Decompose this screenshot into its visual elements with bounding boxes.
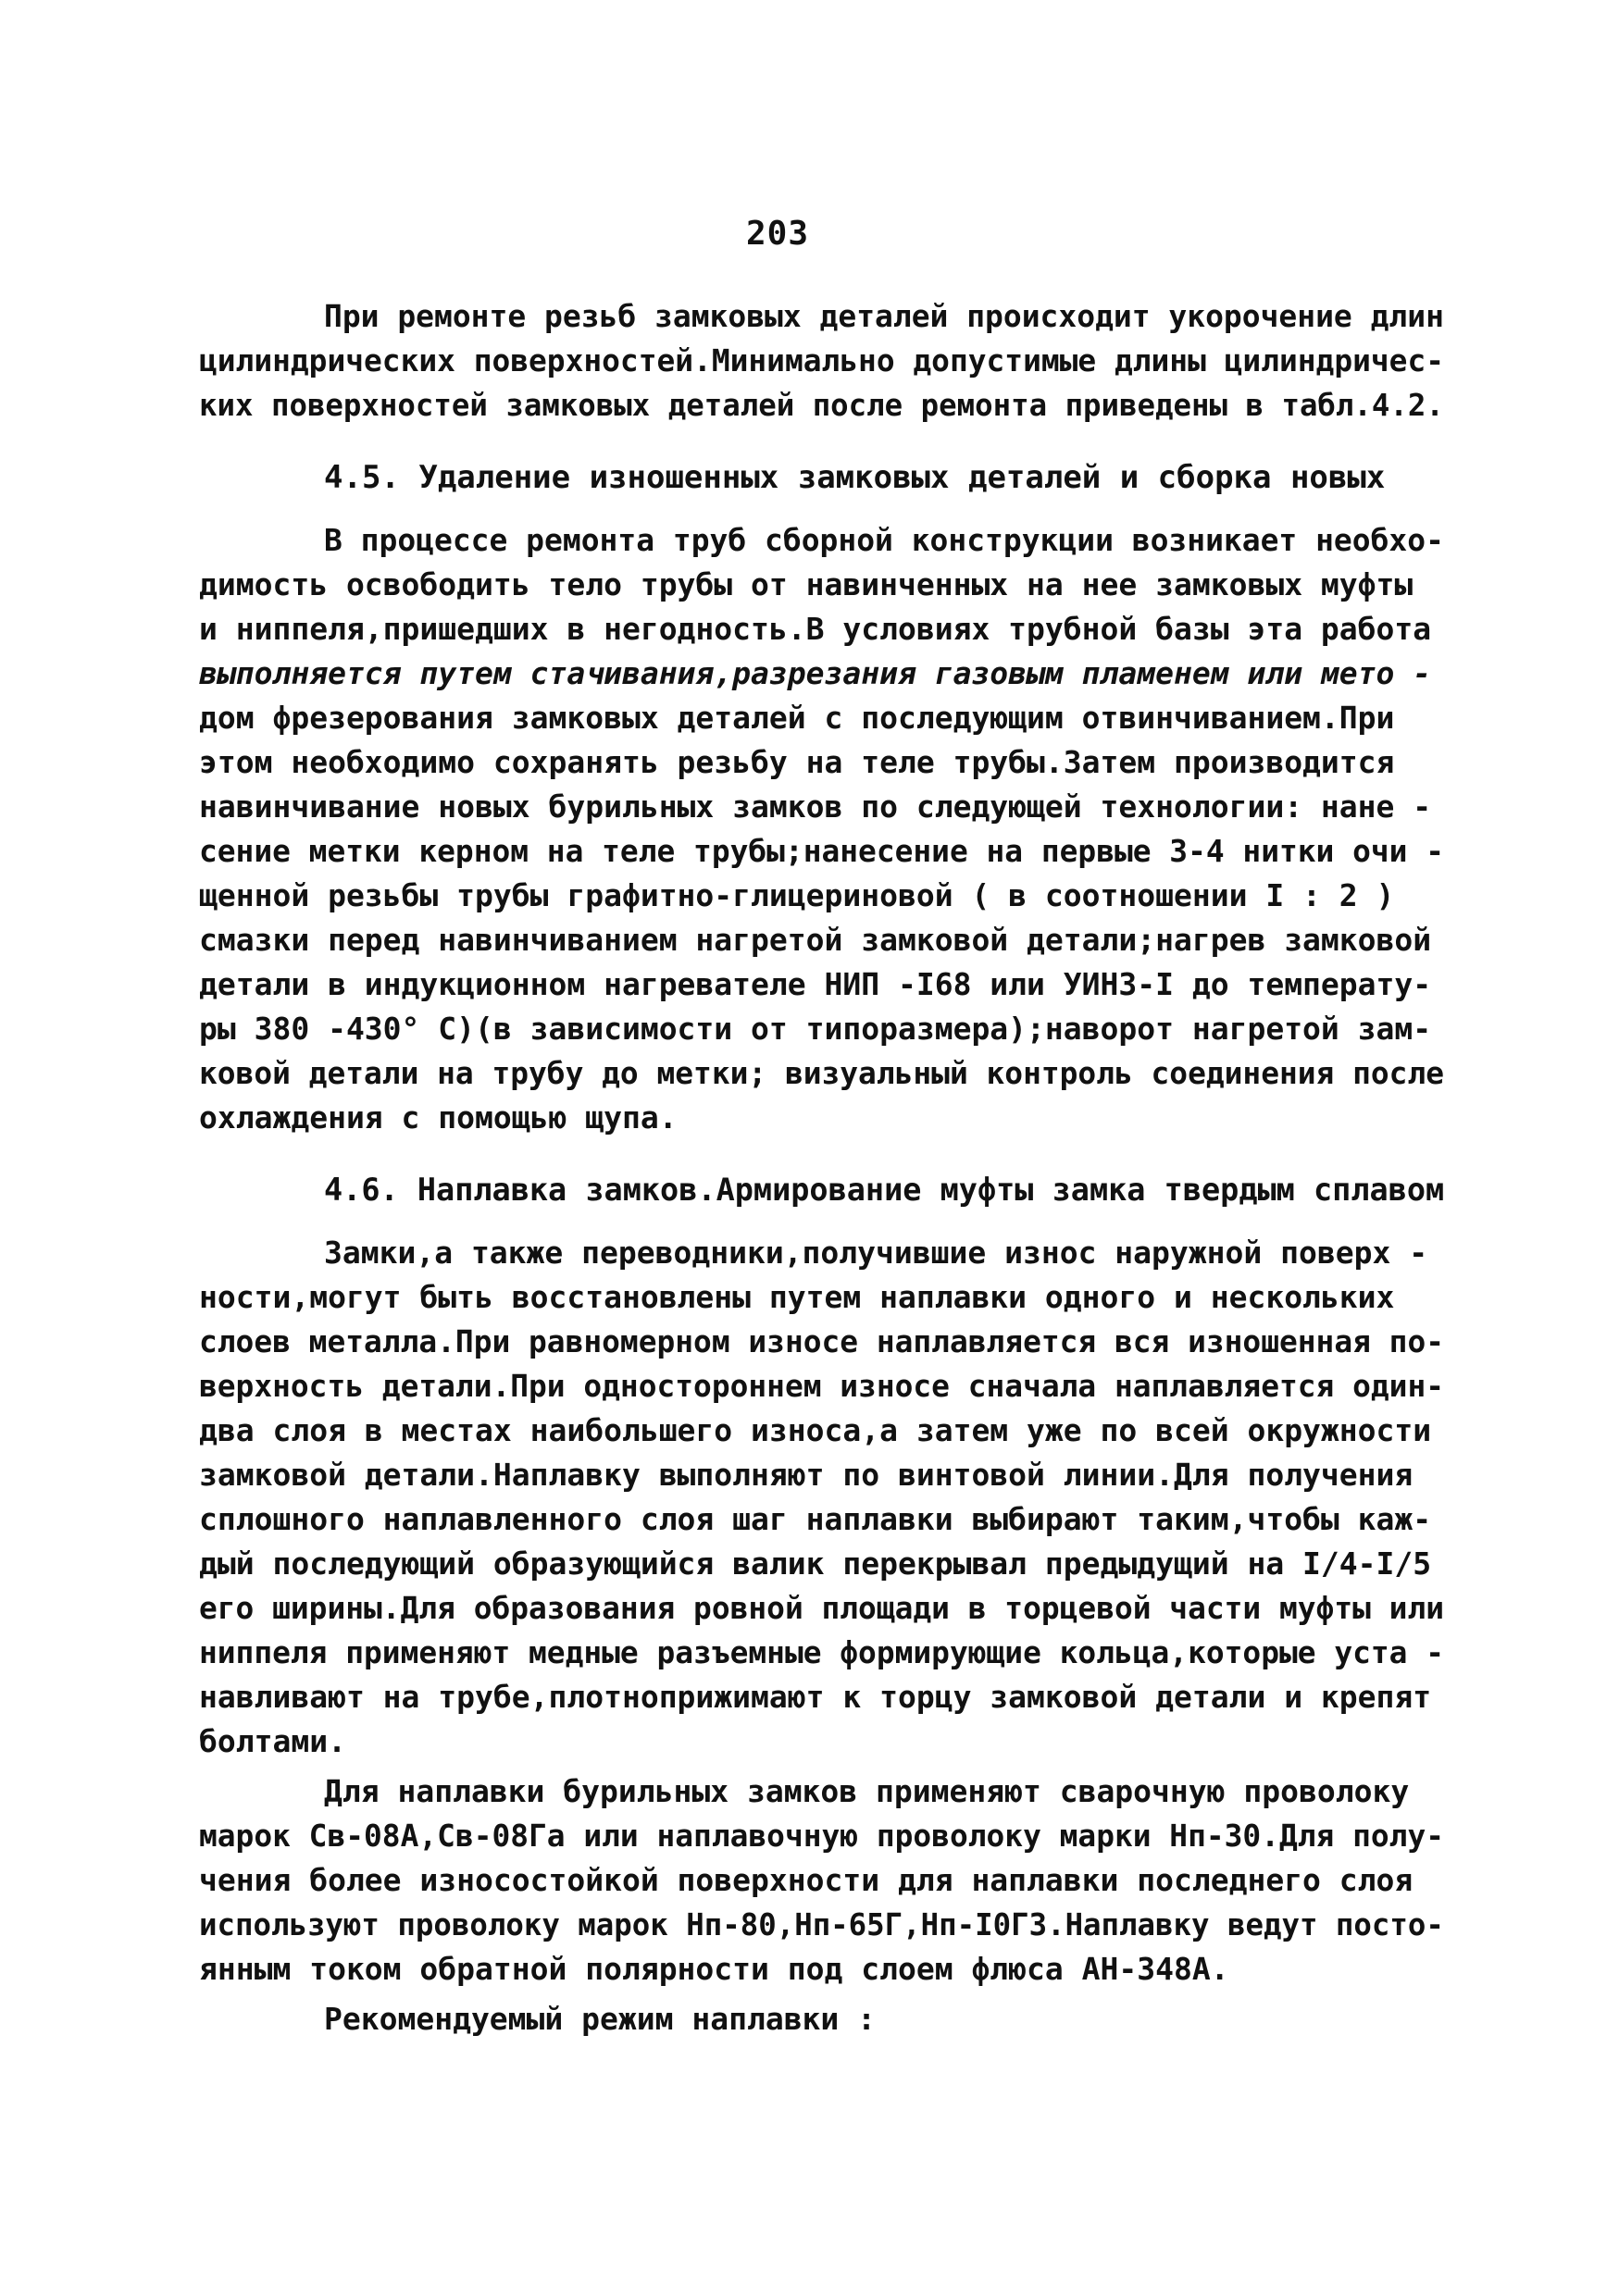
paragraph-line: детали в индукционном нагревателе НИП -I68 или УИНЗ-I до температу- [199,966,1432,1002]
paragraph-line: слоев металла.При равномерном износе наплавляется вся изношенная по- [199,1323,1445,1359]
paragraph-line: болтами. [199,1723,346,1759]
paragraph-line: При ремонте резьб замковых деталей происходит укорочение длин [324,298,1444,334]
section-heading-4-5: 4.5. Удаление изношенных замковых деталей и сборка новых [324,459,1386,496]
paragraph-line: ности,могут быть восстановлены путем наплавки одного и нескольких [199,1279,1395,1315]
paragraph-line: дом фрезерования замковых деталей с последующим отвинчиванием.При [199,700,1395,736]
paragraph-line: и ниппеля,пришедших в негодность.В условиях трубной базы эта работа [199,611,1432,647]
paragraph-line: его ширины.Для образования ровной площади в торцевой части муфты или [199,1590,1445,1626]
paragraph-line: марок Св-08А,Св-08Га или наплавочную проволоку марки Нп-30.Для полу- [199,1818,1445,1854]
paragraph-line: выполняется путем стачивания,разрезания газовым пламенем или мето - [199,655,1432,691]
paragraph-line: замковой детали.Наплавку выполняют по винтовой линии.Для получения [199,1457,1414,1493]
paragraph-line: ких поверхностей замковых деталей после ремонта приведены в табл.4.2. [199,387,1444,423]
paragraph-line: димость освободить тело трубы от навинченных на нее замковых муфты [199,566,1414,602]
section-heading-4-6: 4.6. Наплавка замков.Армирование муфты замка твердым сплавом [324,1172,1445,1209]
paragraph-line: сение метки керном на теле трубы;нанесение на первые 3-4 нитки очи - [199,833,1445,869]
paragraph-line: смазки перед навинчиванием нагретой замковой детали;нагрев замковой [199,922,1432,958]
paragraph-line: два слоя в местах наибольшего износа,а затем уже по всей окружности [199,1412,1432,1448]
paragraph-line: ры 380 -430° С)(в зависимости от типоразмера);наворот нагретой зам- [199,1011,1432,1047]
page-number: 203 [745,215,810,253]
paragraph-line: сплошного наплавленного слоя шаг наплавки выбирают таким,чтобы каж- [199,1501,1432,1537]
paragraph-line: щенной резьбы трубы графитно-глицериновой ( в соотношении I : 2 ) [199,877,1395,913]
paragraph-line: используют проволоку марок Нп-80,Нп-65Г,Нп-I0ГЗ.Наплавку ведут посто- [199,1906,1444,1942]
paragraph-line: чения более износостойкой поверхности для наплавки последнего слоя [199,1862,1414,1898]
paragraph-line: ниппеля применяют медные разъемные формирующие кольца,которые уста - [199,1634,1445,1670]
paragraph-line: навливают на трубе,плотноприжимают к торцу замковой детали и крепят [199,1679,1432,1715]
paragraph-line: навинчивание новых бурильных замков по следующей технологии: нане - [199,788,1432,825]
paragraph-line: Для наплавки бурильных замков применяют сварочную проволоку [324,1773,1410,1809]
paragraph-line: этом необходимо сохранять резьбу на теле трубы.Затем производится [199,744,1395,780]
paragraph-line: верхность детали.При одностороннем износе сначала наплавляется один- [199,1368,1445,1404]
closing-line: Рекомендуемый режим наплавки : [324,2001,877,2037]
paragraph-line: дый последующий образующийся валик перекрывал предыдущий на I/4-I/5 [199,1545,1432,1582]
paragraph-line: Замки,а также переводники,получившие износ наружной поверх - [324,1235,1428,1271]
paragraph-line: охлаждения с помощью щупа. [199,1099,678,1136]
paragraph-line: цилиндрических поверхностей.Минимально допустимые длины цилиндричес- [199,342,1445,379]
paragraph-line: янным током обратной полярности под слоем флюса АН-348А. [199,1951,1229,1987]
paragraph-line: В процессе ремонта труб сборной конструкции возникает необхо- [324,522,1444,558]
paragraph-line: ковой детали на трубу до метки; визуальный контроль соединения после [199,1055,1445,1091]
